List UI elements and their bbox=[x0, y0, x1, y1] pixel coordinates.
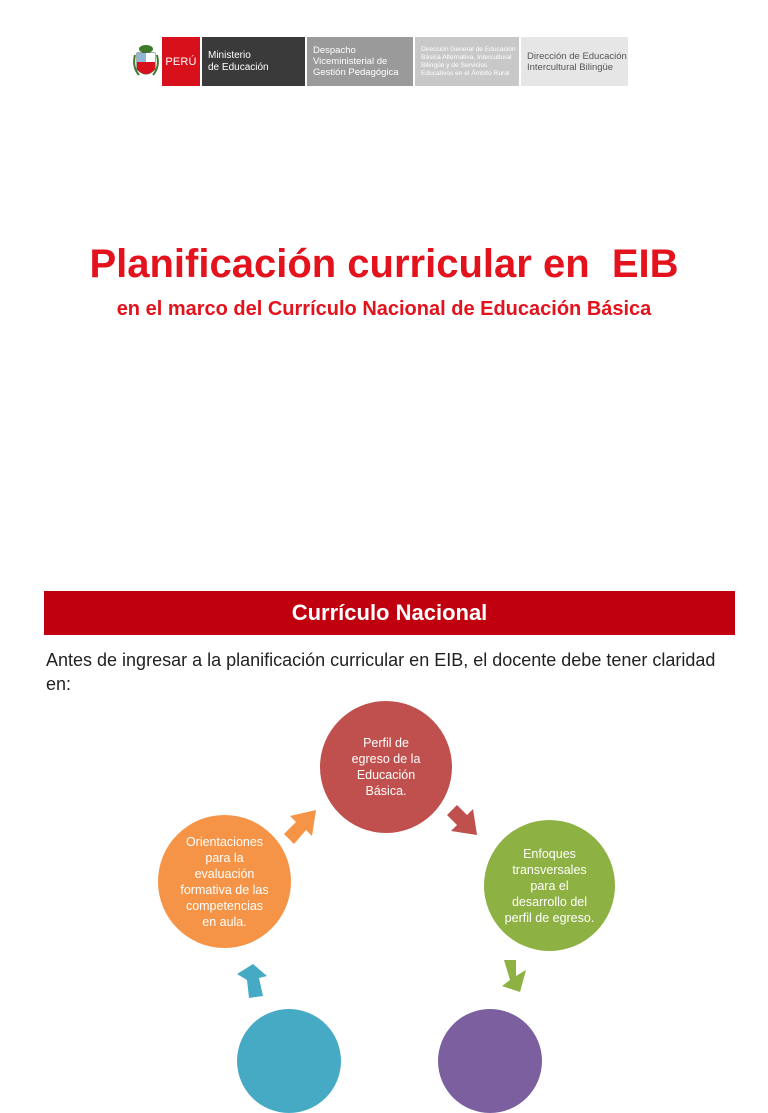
arrow-down-icon bbox=[498, 956, 538, 996]
direccion-eib-line-2: Intercultural Bilingüe bbox=[527, 61, 614, 73]
arrow-right-down-icon bbox=[443, 801, 483, 841]
peru-label: PERÚ bbox=[162, 37, 200, 86]
cycle-node-orientaciones bbox=[158, 815, 291, 948]
cycle-node-4 bbox=[237, 1009, 341, 1113]
direccion-eib-line-1: Dirección de Educación bbox=[527, 50, 627, 62]
arrow-up-icon bbox=[233, 962, 273, 1002]
direccion-general-line-4: Educativos en el Ámbito Rural bbox=[421, 69, 510, 77]
ministerio-line-1: Ministerio bbox=[208, 49, 251, 61]
despacho-line-2: Viceministerial de bbox=[313, 56, 388, 67]
cycle-node-3 bbox=[438, 1009, 542, 1113]
page-title: Planificación curricular en EIB bbox=[89, 242, 679, 286]
direccion-eib-label bbox=[519, 37, 628, 86]
cycle-node-text: Perfil de egreso de la Educación Básica. bbox=[351, 736, 421, 798]
header-banner bbox=[130, 37, 628, 86]
ministerio-line-2: de Educación bbox=[208, 61, 269, 73]
despacho-label bbox=[305, 37, 413, 86]
direccion-general-line-3: Bilingüe y de Servicios bbox=[421, 61, 488, 69]
cycle-node-text: Orientaciones para la evaluación formativa de las competencias en aula. bbox=[180, 834, 269, 929]
cycle-node-perfil-egreso bbox=[320, 701, 452, 833]
section-heading-text: Currículo Nacional bbox=[291, 600, 488, 625]
intro-paragraph: Antes de ingresar a la planificación curricular en EIB, el docente debe tener claridad en: bbox=[46, 650, 716, 694]
cycle-node-text: Enfoques transversales para el desarrollo del perfil de egreso. bbox=[504, 846, 595, 925]
despacho-line-3: Gestión Pedagógica bbox=[313, 67, 399, 78]
direccion-general-label bbox=[413, 37, 519, 86]
page-subtitle: en el marco del Currículo Nacional de Educación Básica bbox=[116, 298, 652, 320]
despacho-line-1: Despacho bbox=[313, 45, 356, 56]
arrow-up-right-icon bbox=[280, 806, 322, 848]
section-heading bbox=[44, 591, 735, 635]
direccion-general-line-2: Básica Alternativa, Intercultural bbox=[421, 53, 512, 61]
ministerio-label bbox=[200, 37, 305, 86]
direccion-general-line-1: Dirección General de Educación bbox=[421, 45, 516, 53]
coat-of-arms-icon bbox=[130, 37, 162, 86]
cycle-node-enfoques bbox=[484, 820, 615, 951]
